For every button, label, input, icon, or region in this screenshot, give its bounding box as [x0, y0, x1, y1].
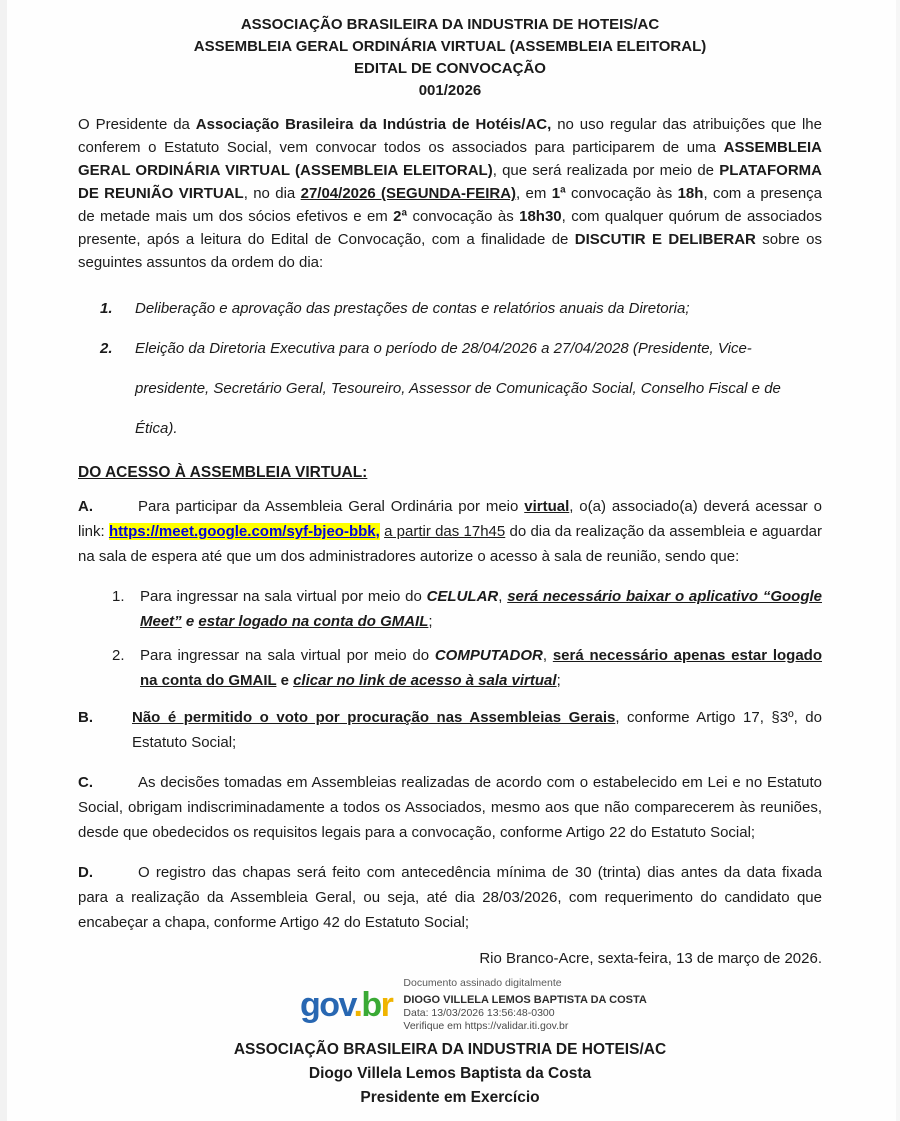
sub-item-1: [78, 584, 822, 634]
text-segment: será necessário apenas estar logado na conta do GMAIL: [140, 647, 822, 689]
digital-signature-block: [300, 977, 822, 1032]
text-segment: , conforme Artigo 17, §3º, do Estatuto Social;: [132, 709, 822, 751]
text-segment: ,: [498, 588, 508, 605]
header-edital-title: EDITAL DE CONVOCAÇÃO: [354, 60, 546, 77]
text-segment: O Presidente da: [78, 116, 196, 133]
text-segment: , o(a) associado(a) deverá acessar o link:: [78, 498, 823, 540]
text-segment: sobre os seguintes assuntos da ordem do dia:: [78, 231, 822, 271]
text-segment: Para ingressar na sala virtual por meio do: [140, 588, 427, 605]
paragraph-item-b-label: B.: [78, 709, 93, 726]
text-segment: As decisões tomadas em Assembleias realizadas de acordo com o estabelecido em Lei e no Estatuto Social, obrigam indiscriminadamente a todos os Associados, mesmo aos que não comparecerem às reuniões, desde que obedecidos os requisitos legais para a convocação, conforme Artigo 22 do Estatuto Social;: [78, 774, 822, 841]
paragraph-item-c: [78, 770, 822, 845]
intro-paragraph: [78, 113, 822, 274]
paragraph-item-c-label: C.: [78, 774, 93, 791]
signature-signer-name: DIOGO VILLELA LEMOS BAPTISTA DA COSTA: [403, 994, 647, 1006]
sub-item-2: [78, 643, 822, 693]
signature-verify-url: Verifique em https://validar.iti.gov.br: [403, 1020, 569, 1032]
place-date-line: Rio Branco-Acre, sexta-feira, 13 de março de 2026.: [479, 950, 822, 967]
paragraph-item-a-label: A.: [78, 498, 93, 515]
footer-association-name: ASSOCIAÇÃO BRASILEIRA DA INDUSTRIA DE HOTEIS/AC: [233, 1041, 667, 1058]
text-segment: CELULAR: [426, 588, 499, 605]
header-edital-number: 001/2026: [418, 82, 482, 99]
agenda-list: [78, 289, 822, 449]
text-segment: 18h: [677, 185, 704, 202]
paragraph-item-b-text: [132, 709, 822, 751]
text-segment: Eleição da Diretoria Executiva para o período de 28/04/2026 a 27/04/2028 (Presidente, Vice-presidente, Secretário Geral, Tesoureiro, Assessor de Comunicação Social, Conselho Fiscal e de Ética).: [135, 340, 781, 437]
text-segment: convocação às: [407, 208, 520, 225]
signature-text: [403, 977, 646, 1033]
text-segment: 18h30: [519, 208, 562, 225]
text-segment: , que será realizada por meio de: [492, 162, 720, 179]
text-segment: ,: [542, 647, 553, 664]
text-segment: ;: [556, 672, 561, 689]
agenda-item-1-number: 1.: [100, 300, 113, 317]
signature-subtitle: Documento assinado digitalmente: [403, 977, 562, 989]
text-segment: 1ª: [551, 185, 566, 202]
paragraph-item-a: [78, 494, 822, 569]
footer-president-title: Presidente em Exercício: [360, 1089, 540, 1106]
text-segment: Para ingressar na sala virtual por meio do: [140, 647, 435, 664]
access-sublist: [78, 584, 822, 693]
agenda-item-1-text: [135, 300, 690, 317]
text-segment: 27/04/2026 (SEGUNDA-FEIRA): [300, 185, 517, 202]
sub-item-2-text: [140, 647, 822, 689]
access-section-heading: DO ACESSO À ASSEMBLEIA VIRTUAL:: [78, 464, 368, 481]
text-segment: clicar no link de acesso à sala virtual: [293, 672, 557, 689]
text-segment: e: [181, 613, 199, 630]
page-edge-right: [896, 0, 900, 1121]
paragraph-item-c-text: [78, 774, 822, 841]
text-segment: convocação às: [565, 185, 678, 202]
text-segment: , com qualquer quórum de associados presente, após a leitura do Edital de Convocação, com a finalidade de: [78, 208, 823, 248]
text-segment: 2ª: [393, 208, 408, 225]
text-segment: DISCUTIR E DELIBERAR: [574, 231, 756, 248]
paragraph-item-d-label: D.: [78, 864, 93, 881]
text-segment: O registro das chapas será feito com antecedência mínima de 30 (trinta) dias antes da data fixada para a realização da Assembleia Geral, ou seja, até dia 28/03/2026, com requerimento do candidato que encabeçar a chapa, conforme Artigo 42 do Estatuto Social;: [78, 864, 822, 931]
text-segment: a partir das 17h45: [384, 523, 506, 540]
sub-item-2-number: 2.: [112, 647, 125, 664]
text-segment: , com a presença de metade mais um dos sócios efetivos e em: [78, 185, 823, 225]
paragraph-item-a-text: [78, 498, 822, 565]
text-segment: será necessário baixar o aplicativo “Google Meet”: [140, 588, 822, 630]
document-header: [78, 14, 822, 102]
sub-item-1-text: [140, 588, 822, 630]
page-edge-left: [0, 0, 7, 1121]
document-footer: [78, 1038, 822, 1110]
header-assembly-title: ASSEMBLEIA GERAL ORDINÁRIA VIRTUAL (ASSEMBLEIA ELEITORAL): [193, 38, 707, 55]
signature-date: Data: 13/03/2026 13:56:48-0300: [403, 1007, 555, 1019]
text-segment: COMPUTADOR: [434, 647, 543, 664]
govbr-logo-b: b: [361, 986, 381, 1024]
meet-link[interactable]: https://meet.google.com/syf-bjeo-bbk,: [108, 523, 380, 540]
sub-item-1-number: 1.: [112, 588, 125, 605]
header-association-name: ASSOCIAÇÃO BRASILEIRA DA INDUSTRIA DE HOTEIS/AC: [240, 16, 660, 33]
paragraph-item-b: [78, 705, 822, 755]
text-segment: Não é permitido o voto por procuração nas Assembleias Gerais: [132, 709, 616, 726]
paragraph-item-d-text: [78, 864, 822, 931]
text-segment: ;: [428, 613, 433, 630]
text-segment: do dia da realização da assembleia e aguardar na sala de espera até que um dos administradores autorize o acesso à sala de reunião, sendo que:: [78, 523, 823, 565]
govbr-logo: [300, 988, 392, 1022]
text-segment: e: [276, 672, 294, 689]
govbr-logo-dot: .: [353, 986, 362, 1024]
agenda-item-2: [78, 329, 822, 449]
text-segment: PLATAFORMA DE REUNIÃO VIRTUAL: [78, 162, 822, 202]
agenda-item-2-number: 2.: [100, 340, 113, 357]
text-segment: , em: [516, 185, 552, 202]
text-segment: Deliberação e aprovação das prestações de contas e relatórios anuais da Diretoria;: [135, 300, 690, 317]
agenda-item-1: [78, 289, 822, 329]
text-segment: Para participar da Assembleia Geral Ordinária por meio: [138, 498, 525, 515]
govbr-logo-gov: gov: [300, 986, 354, 1024]
text-segment: no uso regular das atribuições que lhe conferem o Estatuto Social, vem convocar todos os associados para participarem de uma: [78, 116, 822, 156]
paragraph-item-d: [78, 860, 822, 935]
text-segment: Associação Brasileira da Indústria de Hotéis/AC,: [195, 116, 552, 133]
text-segment: , no dia: [243, 185, 301, 202]
text-segment: virtual: [524, 498, 570, 515]
govbr-logo-r: r: [380, 986, 393, 1024]
agenda-item-2-text: [135, 340, 781, 437]
footer-president-name: Diogo Villela Lemos Baptista da Costa: [308, 1065, 592, 1082]
text-segment: ASSEMBLEIA GERAL ORDINÁRIA VIRTUAL (ASSEMBLEIA ELEITORAL): [78, 139, 822, 179]
text-segment: estar logado na conta do GMAIL: [198, 613, 429, 630]
